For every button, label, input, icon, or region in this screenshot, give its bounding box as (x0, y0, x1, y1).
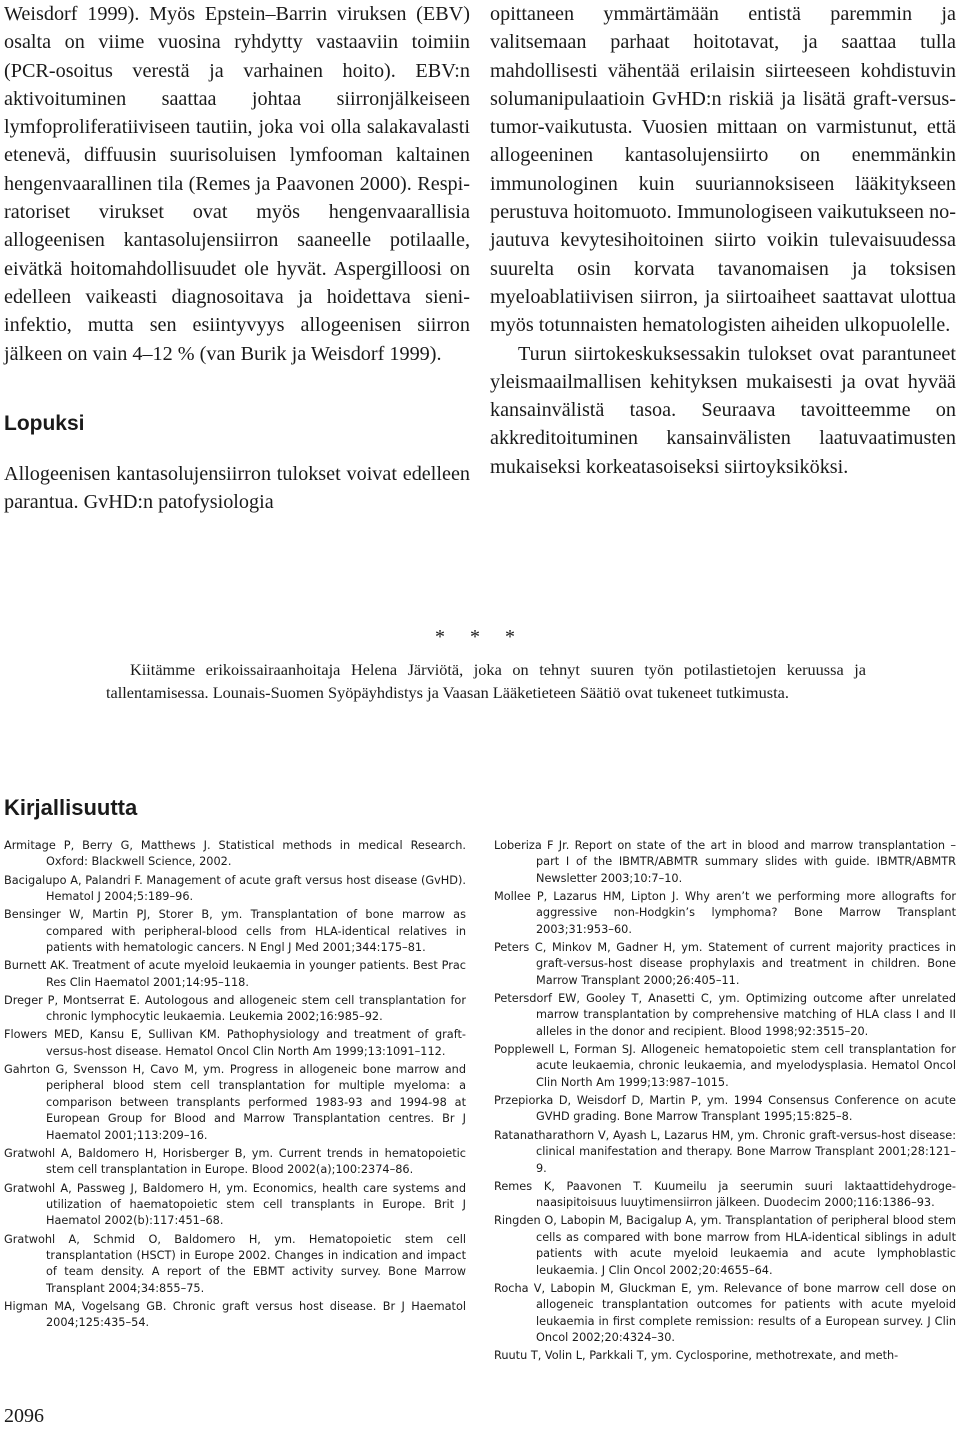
reference-entry: Ruutu T, Volin L, Parkkali T, ym. Cyclosporine, methotrexate, and meth- (494, 1349, 899, 1363)
references-column-left (4, 838, 466, 1334)
body-paragraph: opittaneen ymmärtämään entistä paremmin ja valitsemaan parhaat hoitotavat, ja saattaa tulla mahdollisesti vähentää erilaisin siirteeseen kohdistuvin solumanipulaatioin GvHD:n riskiä ja lisätä graft-versus-tumor-vaikutusta. Vuosien mittaan on varmistunut, että allogeeninen kantasolujensiirto on enemmänkin immunologinen kuin suuriannoksiseen lääkitykseen perustuva hoitomuoto. Immunologiseen vaikutukseen nojautuva kevytesihoitoinen siirto voikin tulevaisuudessa suurelta osin korvata tavanomaisen ja toksisen myeloablatiivisen siirron, ja siirtoaiheet saattavat ulottua myös totunnaisten hematologisten aiheiden ulkopuolelle. (490, 3, 956, 337)
reference-entry: Bacigalupo A, Palandri F. Management of acute graft versus host disease (GvHD). Hematol J 2004;5:189–96. (4, 873, 466, 904)
reference-entry: Mollee P, Lazarus HM, Lipton J. Why aren’t we performing more allografts for aggressive non-Hodgkin’s lymphoma? Bone Marrow Transplant 2003;31:953–60. (494, 890, 956, 936)
reference-entry: Petersdorf EW, Gooley T, Anasetti C, ym. Optimizing outcome after unrelated marrow transplantation by comprehensive matching of HLA class I and II alleles in the donor and recipient. Blood 1998;92:3515–20. (494, 992, 956, 1038)
reference-entry: Armitage P, Berry G, Matthews J. Statistical methods in medical Research. Oxford: Blackwell Science, 2002. (4, 839, 466, 869)
reference-entry: Popplewell L, Forman SJ. Allogeneic hematopoietic stem cell transplantation for acute leukaemia, chronic leukaemia, and myelodysplasia. Hematol Oncol Clin North Am 1999;13:987–1015. (494, 1043, 956, 1089)
body-paragraph: Allogeenisen kantasolujensiirron tulokset voivat edelleen parantua. GvHD:n patofysiologia (4, 463, 470, 514)
reference-entry: Peters C, Minkov M, Gadner H, ym. Statement of current majority practices in graft-versus-host disease prophylaxis and treatment in children. Bone Marrow Transplant 2000;26:405–11. (494, 941, 956, 987)
reference-entry: Gratwohl A, Baldomero H, Horisberger B, ym. Current trends in hematopoietic stem cell transplantation in Europe. Blood 2002(a);100:2374–86. (4, 1146, 466, 1177)
acknowledgement: Kiitämme erikoissairaanhoitaja Helena Järviötä, joka on tehnyt suuren työn potilastietojen keruussa ja tallentamisessa. Lounais-Suomen Syöpäyhdistys ja Vaasan Lääketieteen Säätiö ovat tukeneet tutkimusta. (106, 660, 866, 702)
references-heading: Kirjallisuutta (4, 795, 138, 820)
reference-entry: Ratanatharathorn V, Ayash L, Lazarus HM, ym. Chronic graft-versus-host disease: clinical manifestation and therapy. Bone Marrow Transplant 2001;28:121–9. (494, 1128, 956, 1175)
body-column-left (4, 0, 470, 517)
reference-entry: Gratwohl A, Schmid O, Baldomero H, ym. Hematopoietic stem cell transplantation (HSCT) in Europe 2002. Changes in indication and impact of team density. A report of the EBMT activity survey. Bone Marrow Transplant 2004;34:855–75. (4, 1232, 466, 1295)
section-heading-lopuksi: Lopuksi (4, 411, 85, 435)
references-column-right (494, 838, 956, 1366)
reference-entry: Remes K, Paavonen T. Kuumeilu ja seerumin suuri laktaattidehydrogenaasipitoisuus luuytimensiirron jälkeen. Duodecim 2000;116:1386–93. (494, 1179, 956, 1210)
reference-entry: Rocha V, Labopin M, Gluckman E, ym. Relevance of bone marrow cell dose on allogeneic transplantation outcomes for patients with acute myeloid leukaemia in first complete remission: results of a European survey. J Clin Oncol 2002;20:4324–30. (494, 1281, 956, 1344)
body-column-right (490, 0, 956, 481)
reference-entry: Bensinger W, Martin PJ, Storer B, ym. Transplantation of bone marrow as compared with peripheral-blood cells from HLA-identical relatives in patients with hematologic cancers. N Engl J Med 2001;344:175–81. (4, 908, 466, 955)
reference-entry: Flowers MED, Kansu E, Sullivan KM. Pathophysiology and treatment of graft-versus-host disease. Hematol Oncol Clin North Am 1999;13:1091–112. (4, 1028, 466, 1058)
reference-entry: Ringden O, Labopin M, Bacigalup A, ym. Transplantation of peripheral blood stem cells as compared with bone marrow from HLA-identical siblings in adult patients with acute myeloid leukaemia and acute lymphoblastic leukaemia. J Clin Oncol 2002;20:4655–64. (494, 1214, 956, 1277)
section-separator: * * * (435, 626, 525, 648)
reference-entry: Przepiorka D, Weisdorf D, Martin P, ym. 1994 Consensus Conference on acute GVHD grading. Bone Marrow Transplant 1995;15:825–8. (494, 1094, 956, 1124)
body-paragraph: Turun siirtokeskuksessakin tulokset ovat parantuneet yleismaailmallisen kehityksen mukaisesti ja ovat hyvää kansainvälistä tasoa. Seuraava tavoitteemme on akkreditoituminen kansainvälisten laatuvaatimusten mukaiseksi korkeatasoiseksi siirtoyksiköksi. (490, 342, 956, 478)
reference-entry: Gratwohl A, Passweg J, Baldomero H, ym. Economics, health care systems and utilization of haematopoietic stem cell transplants in Europe. Brit J Haematol 2002(b):117:451–68. (4, 1181, 466, 1228)
page-number: 2096 (4, 1405, 44, 1427)
reference-entry: Burnett AK. Treatment of acute myeloid leukaemia in younger patients. Best Prac Res Clin Haematol 2001;14:95–118. (4, 959, 466, 989)
reference-entry: Higman MA, Vogelsang GB. Chronic graft versus host disease. Br J Haematol 2004;125:435–54. (4, 1299, 466, 1330)
reference-entry: Dreger P, Montserrat E. Autologous and allogeneic stem cell transplantation for chronic lymphocytic leukaemia. Leukemia 2002;16:985–92. (4, 993, 466, 1024)
reference-entry: Gahrton G, Svensson H, Cavo M, ym. Progress in allogeneic bone marrow and peripheral blood stem cell transplantation for multiple myeloma: a comparison between transplants performed 1983-93 and 1994-98 at European Group for Blood and Marrow Transplantation centres. Br J Haematol 2001;113:209–16. (4, 1063, 466, 1142)
reference-entry: Loberiza F Jr. Report on state of the art in blood and marrow transplantation – part I of the IBMTR/ABMTR summary slides with guide. IBMTR/ABMTR Newsletter 2003;10:7–10. (494, 839, 956, 885)
body-paragraph: Weisdorf 1999). Myös Epstein–Barrin viruksen (EBV) osalta on viime vuosina ryhdytty vastaaviin toimiin (PCR-osoitus verestä ja varhainen hoito). EBV:n aktivoituminen saattaa johtaa siirronjälkeiseen lymfoproliferatiiviseen tautiin, joka voi olla salakavalasti etenevä, diffuusin suurisoluisen lymfooman kaltainen hengenvaarallinen tila (Remes ja Paavonen 2000). Respiratoriset virukset ovat myös hengenvaarallisia allogeenisen kantasolujensiirron saaneelle potilaalle, eivätkä hoitomahdollisuudet ole hyvät. Aspergilloosi on edelleen vaikeasti diagnosoitava ja hoidettava sieni-infektio, mutta sen esiintyvyys allogeenisen siirron jälkeen on vain 4–12 % (van Burik ja Weisdorf 1999). (4, 3, 470, 365)
